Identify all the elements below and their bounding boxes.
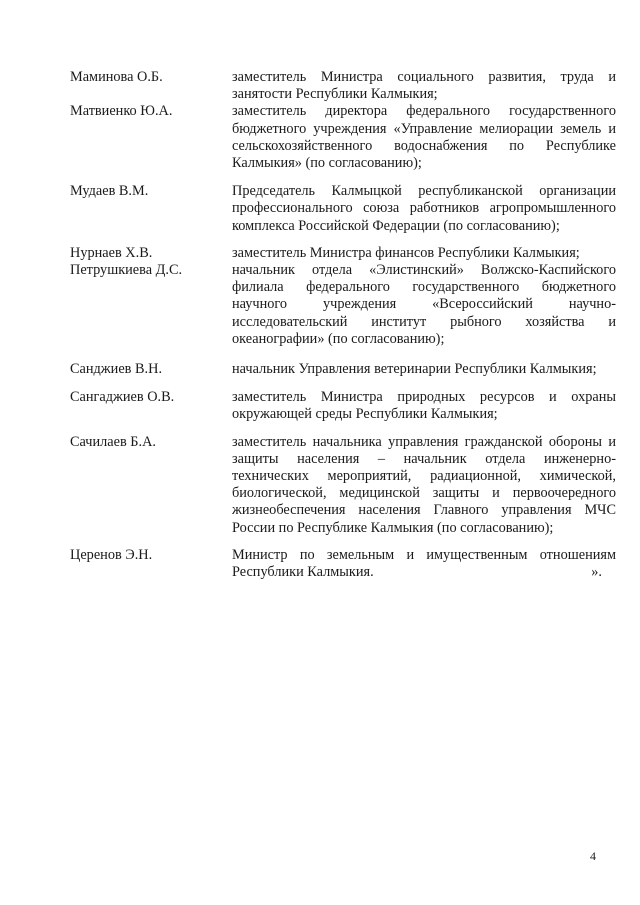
- member-position: заместитель Министра природных ресурсов и охраны окружающей среды Республики Калмыкия;: [232, 389, 616, 423]
- member-position-text: Министр по земельным и имущественным отношениям Республики Калмыкия.: [232, 546, 616, 581]
- member-entry: [70, 245, 616, 262]
- member-name: Церенов Э.Н.: [70, 546, 153, 563]
- member-position: начальник отдела «Элистинский» Волжско-Каспийского филиала федерального государственного бюджетного научного учреждения «Всероссийский научно-исследовательский институт рыбного хозяйства и океанографии» (по согласованию);: [232, 262, 616, 347]
- member-name: Санджиев В.Н.: [70, 361, 163, 378]
- member-name: Матвиенко Ю.А.: [70, 103, 173, 120]
- member-position: Председатель Калмыцкой республиканской организации профессионального союза работников агропромышленного комплекса Российской Федерации (по согласованию);: [232, 183, 616, 234]
- member-name: Маминова О.Б.: [70, 69, 163, 85]
- member-name: Петрушкиева Д.С.: [70, 262, 183, 279]
- member-entry: [70, 183, 616, 235]
- member-entry: [70, 69, 616, 103]
- page-number: 4: [590, 849, 596, 863]
- member-position: начальник Управления ветеринарии Республики Калмыкия;: [232, 361, 597, 378]
- closing-quote-mark: ».: [591, 564, 602, 581]
- member-entry: [70, 547, 616, 581]
- member-name: Сангаджиев О.В.: [70, 389, 175, 406]
- member-entry: [70, 434, 616, 537]
- member-position: заместитель директора федерального государственного бюджетного учреждения «Управление мелиорации земель и сельскохозяйственного водоснабжения по Республике Калмыкия» (по согласованию);: [232, 103, 616, 172]
- member-position: заместитель Министра социального развития, труда и занятости Республики Калмыкия;: [232, 69, 616, 103]
- member-name: Сачилаев Б.А.: [70, 433, 156, 450]
- member-name: Нурнаев Х.В.: [70, 244, 153, 261]
- commission-members-list: [70, 69, 616, 581]
- member-entry: [70, 389, 616, 423]
- member-position: заместитель начальника управления гражданской обороны и защиты населения – начальник отдела инженерно-технических мероприятий, радиационной, химической, биологической, медицинской защиты и первоочередного жизнеобеспечения населения Главного управления МЧС России по Республике Калмыкия (по согласованию);: [232, 433, 616, 536]
- member-name: Мудаев В.М.: [70, 183, 149, 200]
- member-entry: [70, 103, 616, 172]
- member-entry: [70, 262, 616, 348]
- member-position: [232, 547, 616, 581]
- member-entry: [70, 361, 616, 378]
- member-position: заместитель Министра финансов Республики Калмыкия;: [232, 244, 580, 261]
